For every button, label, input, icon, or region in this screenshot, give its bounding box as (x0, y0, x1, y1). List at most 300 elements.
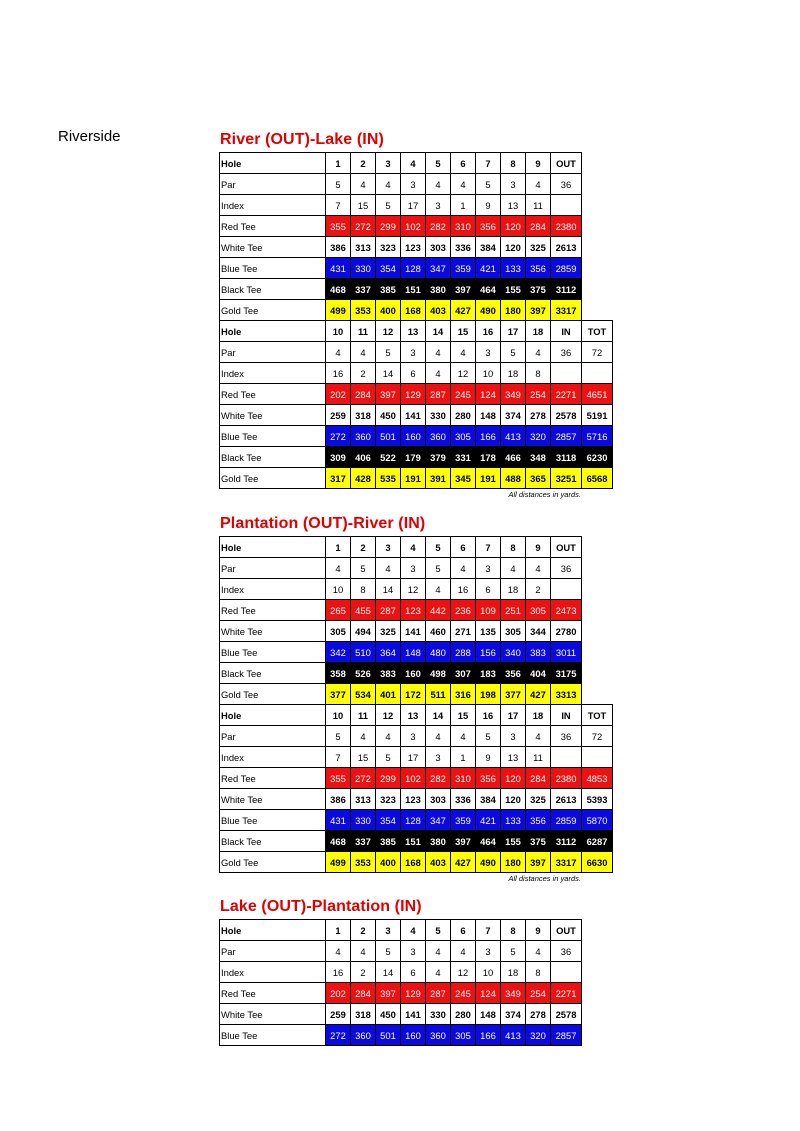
row-value: 386 (326, 237, 351, 258)
row-value: 3 (426, 747, 451, 768)
row-value: 421 (476, 258, 501, 279)
row-value: 198 (476, 684, 501, 705)
row-value: 7 (326, 195, 351, 216)
row-value: 303 (426, 789, 451, 810)
row-value: 4 (351, 726, 376, 747)
row-value: 17 (401, 195, 426, 216)
hole-number: 8 (501, 537, 526, 558)
row-value: 36 (551, 558, 582, 579)
row-value: 4651 (582, 384, 613, 405)
header-label: Hole (220, 321, 326, 342)
row-value: 151 (401, 831, 426, 852)
row-value: 12 (401, 579, 426, 600)
scorecard-lake-plantation (219, 897, 613, 1046)
row-label: Gold Tee (220, 684, 326, 705)
row-value: 5 (351, 558, 376, 579)
hole-number: 14 (426, 321, 451, 342)
row-value: 148 (476, 405, 501, 426)
row-value: 8 (351, 579, 376, 600)
row-value: 526 (351, 663, 376, 684)
row-value: 202 (326, 384, 351, 405)
row-value: 141 (401, 405, 426, 426)
row-value: 129 (401, 983, 426, 1004)
row-value: 9 (476, 195, 501, 216)
row-value: 6 (401, 962, 426, 983)
white-row (220, 621, 613, 642)
row-value: 4 (426, 941, 451, 962)
row-value: 455 (351, 600, 376, 621)
row-value: 4 (526, 726, 551, 747)
hole-number: 18 (526, 705, 551, 726)
row-value: 325 (376, 621, 401, 642)
row-value: 4 (426, 962, 451, 983)
hole-number: 11 (351, 705, 376, 726)
row-value: 133 (501, 810, 526, 831)
row-value: 4 (426, 363, 451, 384)
row-value: 155 (501, 279, 526, 300)
row-label: Par (220, 726, 326, 747)
row-value: 12 (451, 962, 476, 983)
row-value: 36 (551, 174, 582, 195)
row-value: 374 (501, 405, 526, 426)
row-value: 16 (451, 579, 476, 600)
empty-cell (582, 579, 613, 600)
row-value: 4 (451, 342, 476, 363)
empty-cell (582, 983, 613, 1004)
white-row (220, 405, 613, 426)
row-value: 349 (501, 983, 526, 1004)
hole-number: TOT (582, 321, 613, 342)
row-value: 280 (451, 1004, 476, 1025)
row-value: 36 (551, 941, 582, 962)
row-value: 431 (326, 810, 351, 831)
blue-row (220, 258, 613, 279)
row-value: 4 (526, 941, 551, 962)
hole-number: 18 (526, 321, 551, 342)
row-value: 349 (501, 384, 526, 405)
hole-number: 16 (476, 705, 501, 726)
row-label: Index (220, 747, 326, 768)
row-value: 2613 (551, 237, 582, 258)
row-value: 397 (376, 983, 401, 1004)
hole-number: 17 (501, 705, 526, 726)
row-value: 178 (476, 447, 501, 468)
row-value: 490 (476, 300, 501, 321)
row-value: 375 (526, 831, 551, 852)
hole-number: 10 (326, 705, 351, 726)
row-value: 320 (526, 426, 551, 447)
row-value: 272 (326, 426, 351, 447)
empty-cell (582, 558, 613, 579)
row-value: 307 (451, 663, 476, 684)
row-value: 271 (451, 621, 476, 642)
row-value: 2 (351, 962, 376, 983)
row-value: 522 (376, 447, 401, 468)
empty-cell (582, 279, 613, 300)
row-value: 359 (451, 258, 476, 279)
empty-cell (582, 237, 613, 258)
row-value: 166 (476, 426, 501, 447)
row-value: 5 (476, 726, 501, 747)
index-row (220, 579, 613, 600)
row-value (582, 363, 613, 384)
row-value: 5 (426, 558, 451, 579)
hole-number: 6 (451, 537, 476, 558)
hole-header-row (220, 537, 613, 558)
row-label: Par (220, 941, 326, 962)
row-value: 2780 (551, 621, 582, 642)
row-value: 365 (526, 468, 551, 489)
row-value: 5 (376, 941, 401, 962)
gold-row (220, 684, 613, 705)
row-value: 305 (526, 600, 551, 621)
row-value: 450 (376, 405, 401, 426)
row-value: 245 (451, 983, 476, 1004)
row-value: 4 (351, 941, 376, 962)
row-value: 354 (376, 810, 401, 831)
row-value: 5 (376, 195, 401, 216)
row-value: 1 (451, 747, 476, 768)
row-value: 4 (451, 558, 476, 579)
row-value: 385 (376, 279, 401, 300)
row-value: 2380 (551, 216, 582, 237)
row-value: 278 (526, 405, 551, 426)
hole-number: 12 (376, 321, 401, 342)
row-value: 3 (426, 195, 451, 216)
row-value: 8 (526, 363, 551, 384)
row-label: Blue Tee (220, 642, 326, 663)
empty-cell (582, 621, 613, 642)
row-value: 4 (451, 941, 476, 962)
hole-number: 6 (451, 920, 476, 941)
hole-number: IN (551, 321, 582, 342)
row-value: 305 (451, 426, 476, 447)
row-value: 1 (451, 195, 476, 216)
row-value: 272 (351, 216, 376, 237)
hole-number: 7 (476, 920, 501, 941)
hole-number: 5 (426, 153, 451, 174)
row-value: 284 (526, 216, 551, 237)
red-row (220, 216, 613, 237)
row-value: 4 (526, 342, 551, 363)
row-label: Index (220, 363, 326, 384)
row-value: 120 (501, 216, 526, 237)
row-value: 386 (326, 789, 351, 810)
row-label: Index (220, 195, 326, 216)
hole-number: 2 (351, 920, 376, 941)
row-label: Par (220, 174, 326, 195)
header-label: Hole (220, 537, 326, 558)
hole-number: 11 (351, 321, 376, 342)
row-value: 384 (476, 789, 501, 810)
row-value: 397 (451, 279, 476, 300)
row-label: Gold Tee (220, 468, 326, 489)
row-value: 499 (326, 300, 351, 321)
card-title: River (OUT)-Lake (IN) (220, 131, 384, 148)
row-value: 3 (476, 941, 501, 962)
row-value: 160 (401, 1025, 426, 1046)
row-value: 12 (451, 363, 476, 384)
row-value: 488 (501, 468, 526, 489)
row-value: 5 (376, 342, 401, 363)
row-value: 4 (501, 558, 526, 579)
empty-cell (582, 962, 613, 983)
row-value: 427 (451, 300, 476, 321)
row-value: 245 (451, 384, 476, 405)
row-value: 179 (401, 447, 426, 468)
row-value: 342 (326, 642, 351, 663)
row-value: 427 (526, 684, 551, 705)
hole-header-row (220, 920, 613, 941)
row-value: 5870 (582, 810, 613, 831)
row-value: 331 (451, 447, 476, 468)
row-value: 3317 (551, 852, 582, 873)
hole-number: 8 (501, 153, 526, 174)
row-value: 380 (426, 831, 451, 852)
black-row (220, 279, 613, 300)
row-value: 3 (476, 342, 501, 363)
row-value: 360 (351, 1025, 376, 1046)
row-value: 355 (326, 216, 351, 237)
hole-number: 15 (451, 321, 476, 342)
row-value: 318 (351, 1004, 376, 1025)
empty-cell (582, 195, 613, 216)
row-value: 5 (376, 747, 401, 768)
row-label: Black Tee (220, 447, 326, 468)
row-value: 323 (376, 789, 401, 810)
row-value: 2271 (551, 384, 582, 405)
row-value: 14 (376, 579, 401, 600)
blue-row (220, 1025, 613, 1046)
row-value: 510 (351, 642, 376, 663)
index-row (220, 363, 613, 384)
row-label: White Tee (220, 789, 326, 810)
row-label: Red Tee (220, 384, 326, 405)
row-value: 397 (526, 852, 551, 873)
red-row (220, 600, 613, 621)
par-row (220, 558, 613, 579)
row-value: 360 (426, 1025, 451, 1046)
row-value: 4 (326, 558, 351, 579)
row-value: 3 (476, 558, 501, 579)
hole-number: 7 (476, 153, 501, 174)
row-value: 72 (582, 726, 613, 747)
row-value: 400 (376, 852, 401, 873)
row-value: 5 (476, 174, 501, 195)
hole-number: 5 (426, 537, 451, 558)
hole-number: IN (551, 705, 582, 726)
row-value: 401 (376, 684, 401, 705)
row-value: 128 (401, 810, 426, 831)
row-value: 287 (426, 384, 451, 405)
row-label: Gold Tee (220, 852, 326, 873)
row-value: 3 (401, 174, 426, 195)
row-label: Blue Tee (220, 258, 326, 279)
par-row (220, 941, 613, 962)
row-value: 4 (426, 342, 451, 363)
row-value: 5 (326, 174, 351, 195)
row-value: 272 (351, 768, 376, 789)
row-value: 336 (451, 789, 476, 810)
row-value: 5 (501, 342, 526, 363)
row-value: 16 (326, 363, 351, 384)
row-value: 124 (476, 384, 501, 405)
row-value: 18 (501, 579, 526, 600)
hole-number: 3 (376, 920, 401, 941)
row-value: 13 (501, 195, 526, 216)
row-value (551, 747, 582, 768)
row-label: Par (220, 342, 326, 363)
scorecard-river-lake (219, 130, 613, 502)
row-value: 120 (501, 768, 526, 789)
row-value: 5 (326, 726, 351, 747)
row-value: 336 (451, 237, 476, 258)
header-label: Hole (220, 920, 326, 941)
hole-header-row (220, 321, 613, 342)
row-value: 128 (401, 258, 426, 279)
row-value: 254 (526, 384, 551, 405)
row-value: 303 (426, 237, 451, 258)
hole-number: 3 (376, 153, 401, 174)
row-value: 288 (451, 642, 476, 663)
row-value: 380 (426, 279, 451, 300)
row-value (551, 363, 582, 384)
row-value: 278 (526, 1004, 551, 1025)
row-value: 299 (376, 768, 401, 789)
row-value: 123 (401, 237, 426, 258)
row-label: Par (220, 558, 326, 579)
row-value: 4 (351, 342, 376, 363)
empty-cell (582, 642, 613, 663)
row-value: 403 (426, 852, 451, 873)
scorecard-table (219, 152, 613, 489)
row-label: Black Tee (220, 663, 326, 684)
row-value: 151 (401, 279, 426, 300)
row-value: 325 (526, 237, 551, 258)
row-value: 284 (526, 768, 551, 789)
row-value: 6 (401, 363, 426, 384)
row-value: 2 (351, 363, 376, 384)
row-value: 14 (376, 363, 401, 384)
row-value: 36 (551, 342, 582, 363)
row-value: 360 (426, 426, 451, 447)
hole-number: 9 (526, 153, 551, 174)
empty-cell (582, 300, 613, 321)
row-value: 168 (401, 852, 426, 873)
row-value: 2578 (551, 1004, 582, 1025)
row-value: 356 (526, 258, 551, 279)
par-row (220, 726, 613, 747)
hole-number: 17 (501, 321, 526, 342)
row-value: 413 (501, 426, 526, 447)
row-value: 499 (326, 852, 351, 873)
row-value: 123 (401, 789, 426, 810)
row-value: 5393 (582, 789, 613, 810)
row-value: 358 (326, 663, 351, 684)
empty-cell (582, 537, 613, 558)
white-row (220, 789, 613, 810)
row-value: 9 (476, 747, 501, 768)
row-value: 3313 (551, 684, 582, 705)
row-value: 282 (426, 768, 451, 789)
row-value: 310 (451, 768, 476, 789)
row-value: 347 (426, 810, 451, 831)
row-value: 36 (551, 726, 582, 747)
row-value: 345 (451, 468, 476, 489)
index-row (220, 962, 613, 983)
par-row (220, 174, 613, 195)
row-value: 2857 (551, 1025, 582, 1046)
row-value: 310 (451, 216, 476, 237)
row-label: Red Tee (220, 983, 326, 1004)
hole-number: 13 (401, 321, 426, 342)
empty-cell (582, 684, 613, 705)
hole-number: 15 (451, 705, 476, 726)
row-value: 3 (501, 726, 526, 747)
row-label: White Tee (220, 621, 326, 642)
row-label: Black Tee (220, 279, 326, 300)
row-value: 490 (476, 852, 501, 873)
distance-note: All distances in yards. (508, 874, 581, 883)
row-value: 501 (376, 426, 401, 447)
row-value: 191 (401, 468, 426, 489)
hole-number: 4 (401, 537, 426, 558)
row-value: 2859 (551, 810, 582, 831)
row-value: 383 (376, 663, 401, 684)
hole-number: 7 (476, 537, 501, 558)
row-value (551, 962, 582, 983)
scorecard-plantation-river (219, 514, 613, 886)
row-label: White Tee (220, 237, 326, 258)
black-row (220, 447, 613, 468)
row-value: 450 (376, 1004, 401, 1025)
row-label: Red Tee (220, 216, 326, 237)
hole-number: 13 (401, 705, 426, 726)
row-value: 356 (526, 810, 551, 831)
row-value: 191 (476, 468, 501, 489)
row-value: 400 (376, 300, 401, 321)
row-value: 5 (501, 941, 526, 962)
row-value: 124 (476, 983, 501, 1004)
row-value: 3112 (551, 279, 582, 300)
row-value: 353 (351, 300, 376, 321)
hole-number: 8 (501, 920, 526, 941)
hole-number: 16 (476, 321, 501, 342)
row-value: 6 (476, 579, 501, 600)
row-value: 360 (351, 426, 376, 447)
row-value: 120 (501, 237, 526, 258)
row-value: 155 (501, 831, 526, 852)
row-value: 320 (526, 1025, 551, 1046)
row-value: 397 (451, 831, 476, 852)
row-value: 4 (451, 726, 476, 747)
row-value: 109 (476, 600, 501, 621)
row-value: 10 (476, 962, 501, 983)
row-value: 4 (326, 342, 351, 363)
hole-header-row (220, 153, 613, 174)
row-value: 5191 (582, 405, 613, 426)
row-value: 323 (376, 237, 401, 258)
row-value: 317 (326, 468, 351, 489)
header-label: Hole (220, 153, 326, 174)
row-value: 340 (501, 642, 526, 663)
row-value: 156 (476, 642, 501, 663)
row-value: 442 (426, 600, 451, 621)
row-value: 4853 (582, 768, 613, 789)
empty-cell (582, 1004, 613, 1025)
row-value: 337 (351, 279, 376, 300)
row-value: 356 (476, 216, 501, 237)
